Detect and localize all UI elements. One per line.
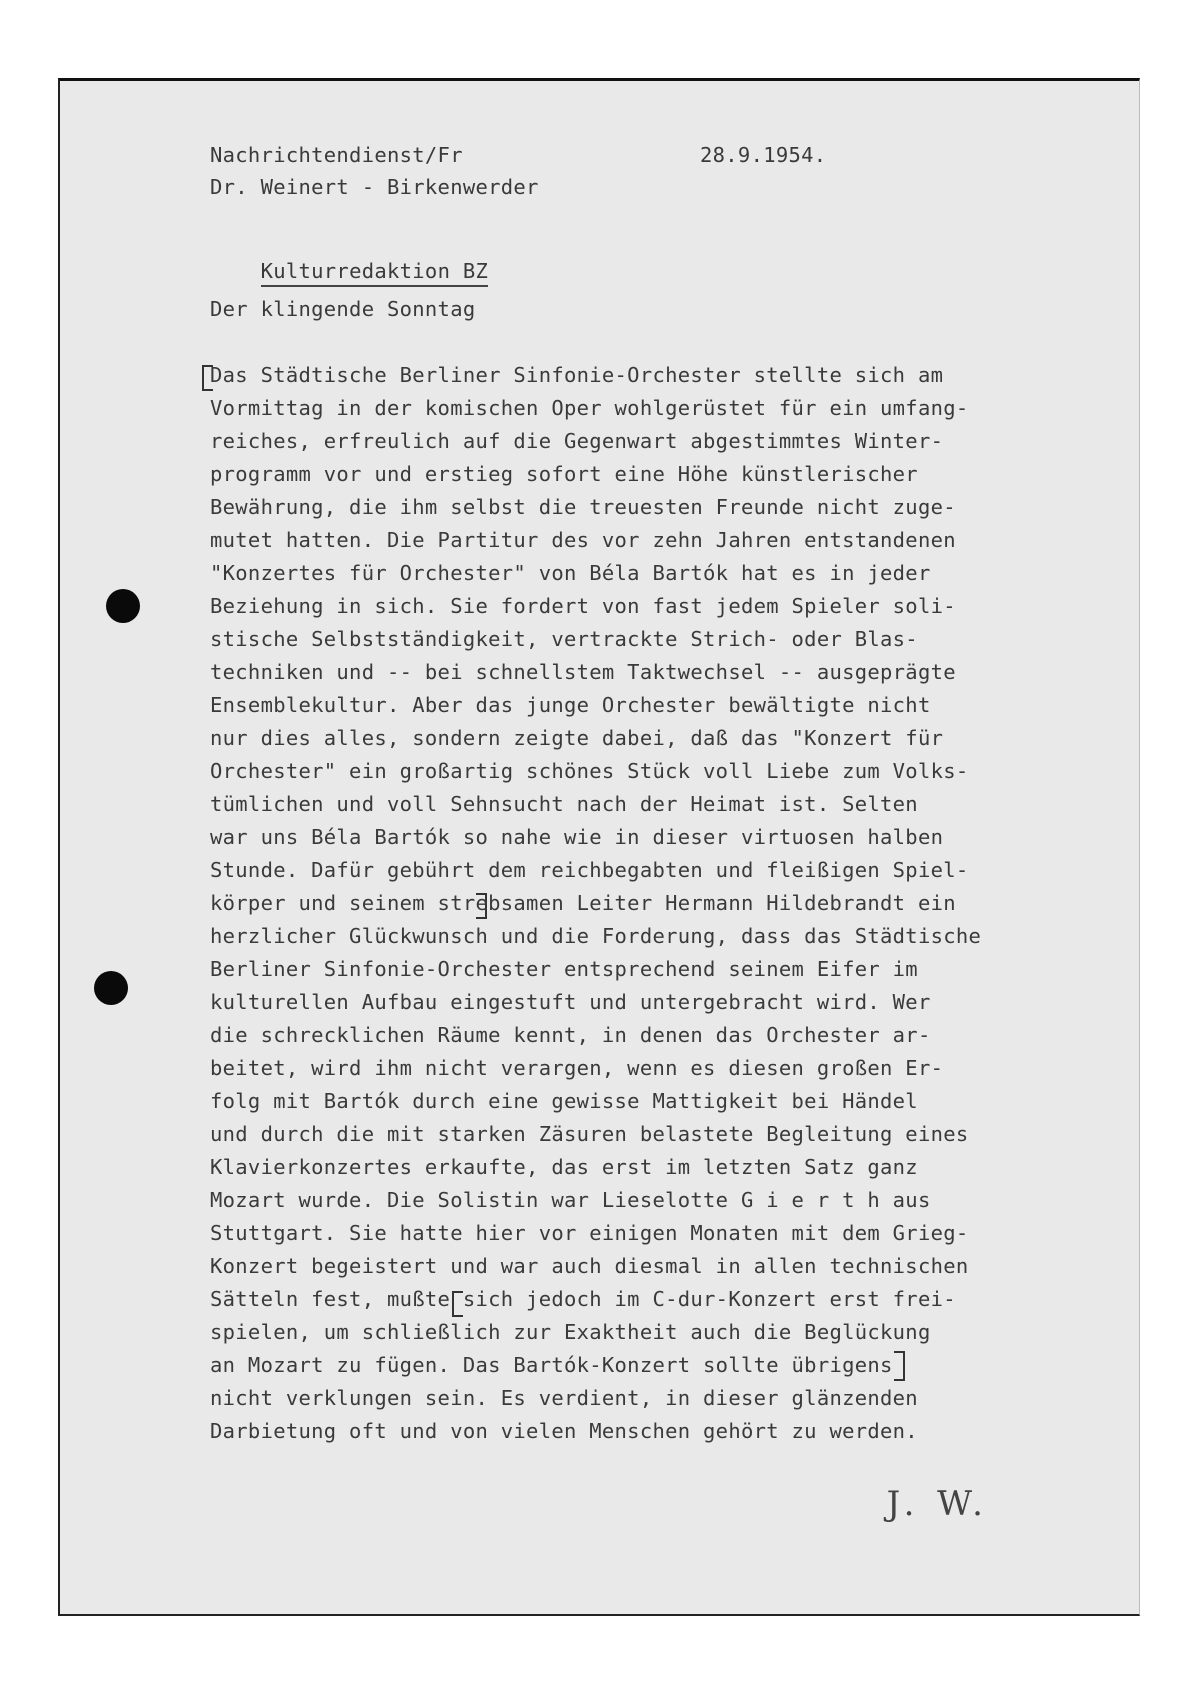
article-line: reiches, erfreulich auf die Gegenwart abgestimmtes Winter- bbox=[210, 429, 944, 453]
article-line: Berliner Sinfonie-Orchester entsprechend seinem Eifer im bbox=[210, 957, 918, 981]
typewritten-page bbox=[58, 78, 1140, 1616]
article-line: spielen, um schließlich zur Exaktheit auch die Beglückung bbox=[210, 1320, 931, 1344]
article-line: "Konzertes für Orchester" von Béla Bartók hat es in jeder bbox=[210, 561, 931, 585]
article-line: Stuttgart. Sie hatte hier vor einigen Monaten mit dem Grieg- bbox=[210, 1221, 969, 1245]
article-line: stische Selbstständigkeit, vertrackte Strich- oder Blas- bbox=[210, 627, 918, 651]
punch-hole-bottom bbox=[94, 971, 128, 1005]
sender-line: Nachrichtendienst/Fr bbox=[210, 143, 463, 167]
article-line: Das Städtische Berliner Sinfonie-Orchester stellte sich am bbox=[210, 363, 944, 387]
handwritten-initials: J. W. bbox=[886, 1484, 989, 1524]
date-line: 28.9.1954. bbox=[700, 143, 827, 167]
article-line: Vormittag in der komischen Oper wohlgerüstet für ein umfang- bbox=[210, 396, 969, 420]
article-line: Ensemblekultur. Aber das junge Orchester bewältigte nicht bbox=[210, 693, 931, 717]
article-line: war uns Béla Bartók so nahe wie in dieser virtuosen halben bbox=[210, 825, 944, 849]
article-line: kulturellen Aufbau eingestuft und untergebracht wird. Wer bbox=[210, 990, 931, 1014]
punch-hole-top bbox=[106, 589, 140, 623]
article-line: nur dies alles, sondern zeigte dabei, daß das "Konzert für bbox=[210, 726, 944, 750]
article-line: nicht verklungen sein. Es verdient, in dieser glänzenden bbox=[210, 1386, 918, 1410]
article-line: Beziehung in sich. Sie fordert von fast jedem Spieler soli- bbox=[210, 594, 956, 618]
article-line: herzlicher Glückwunsch und die Forderung, dass das Städtische bbox=[210, 924, 982, 948]
article-title: Der klingende Sonntag bbox=[210, 297, 476, 321]
article-line: techniken und -- bei schnellstem Taktwechsel -- ausgeprägte bbox=[210, 660, 956, 684]
article-line: Konzert begeistert und war auch diesmal in allen technischen bbox=[210, 1254, 969, 1278]
article-line: die schrecklichen Räume kennt, in denen das Orchester ar- bbox=[210, 1023, 931, 1047]
author-line: Dr. Weinert - Birkenwerder bbox=[210, 175, 539, 199]
article-line: Bewährung, die ihm selbst die treuesten Freunde nicht zuge- bbox=[210, 495, 956, 519]
article-line: mutet hatten. Die Partitur des vor zehn Jahren entstandenen bbox=[210, 528, 956, 552]
article-line: Klavierkonzertes erkaufte, das erst im letzten Satz ganz bbox=[210, 1155, 918, 1179]
article-line: tümlichen und voll Sehnsucht nach der Heimat ist. Selten bbox=[210, 792, 918, 816]
department-heading: Kulturredaktion BZ bbox=[261, 259, 489, 287]
article-line: folg mit Bartók durch eine gewisse Mattigkeit bei Händel bbox=[210, 1089, 918, 1113]
article-line: Sätteln fest, mußte sich jedoch im C-dur-Konzert erst frei- bbox=[210, 1287, 956, 1311]
article-line: an Mozart zu fügen. Das Bartók-Konzert sollte übrigens bbox=[210, 1353, 893, 1377]
article-body bbox=[210, 359, 1110, 1448]
article-line: programm vor und erstieg sofort eine Höhe künstlerischer bbox=[210, 462, 918, 486]
article-line: körper und seinem strebsamen Leiter Hermann Hildebrandt ein bbox=[210, 891, 956, 915]
article-line: beitet, wird ihm nicht verargen, wenn es diesen großen Er- bbox=[210, 1056, 944, 1080]
article-line: und durch die mit starken Zäsuren belastete Begleitung eines bbox=[210, 1122, 969, 1146]
article-line: Orchester" ein großartig schönes Stück voll Liebe zum Volks- bbox=[210, 759, 969, 783]
article-line: Stunde. Dafür gebührt dem reichbegabten und fleißigen Spiel- bbox=[210, 858, 969, 882]
article-line: Mozart wurde. Die Solistin war Lieselotte G i e r t h aus bbox=[210, 1188, 931, 1212]
article-line: Darbietung oft und von vielen Menschen gehört zu werden. bbox=[210, 1419, 918, 1443]
